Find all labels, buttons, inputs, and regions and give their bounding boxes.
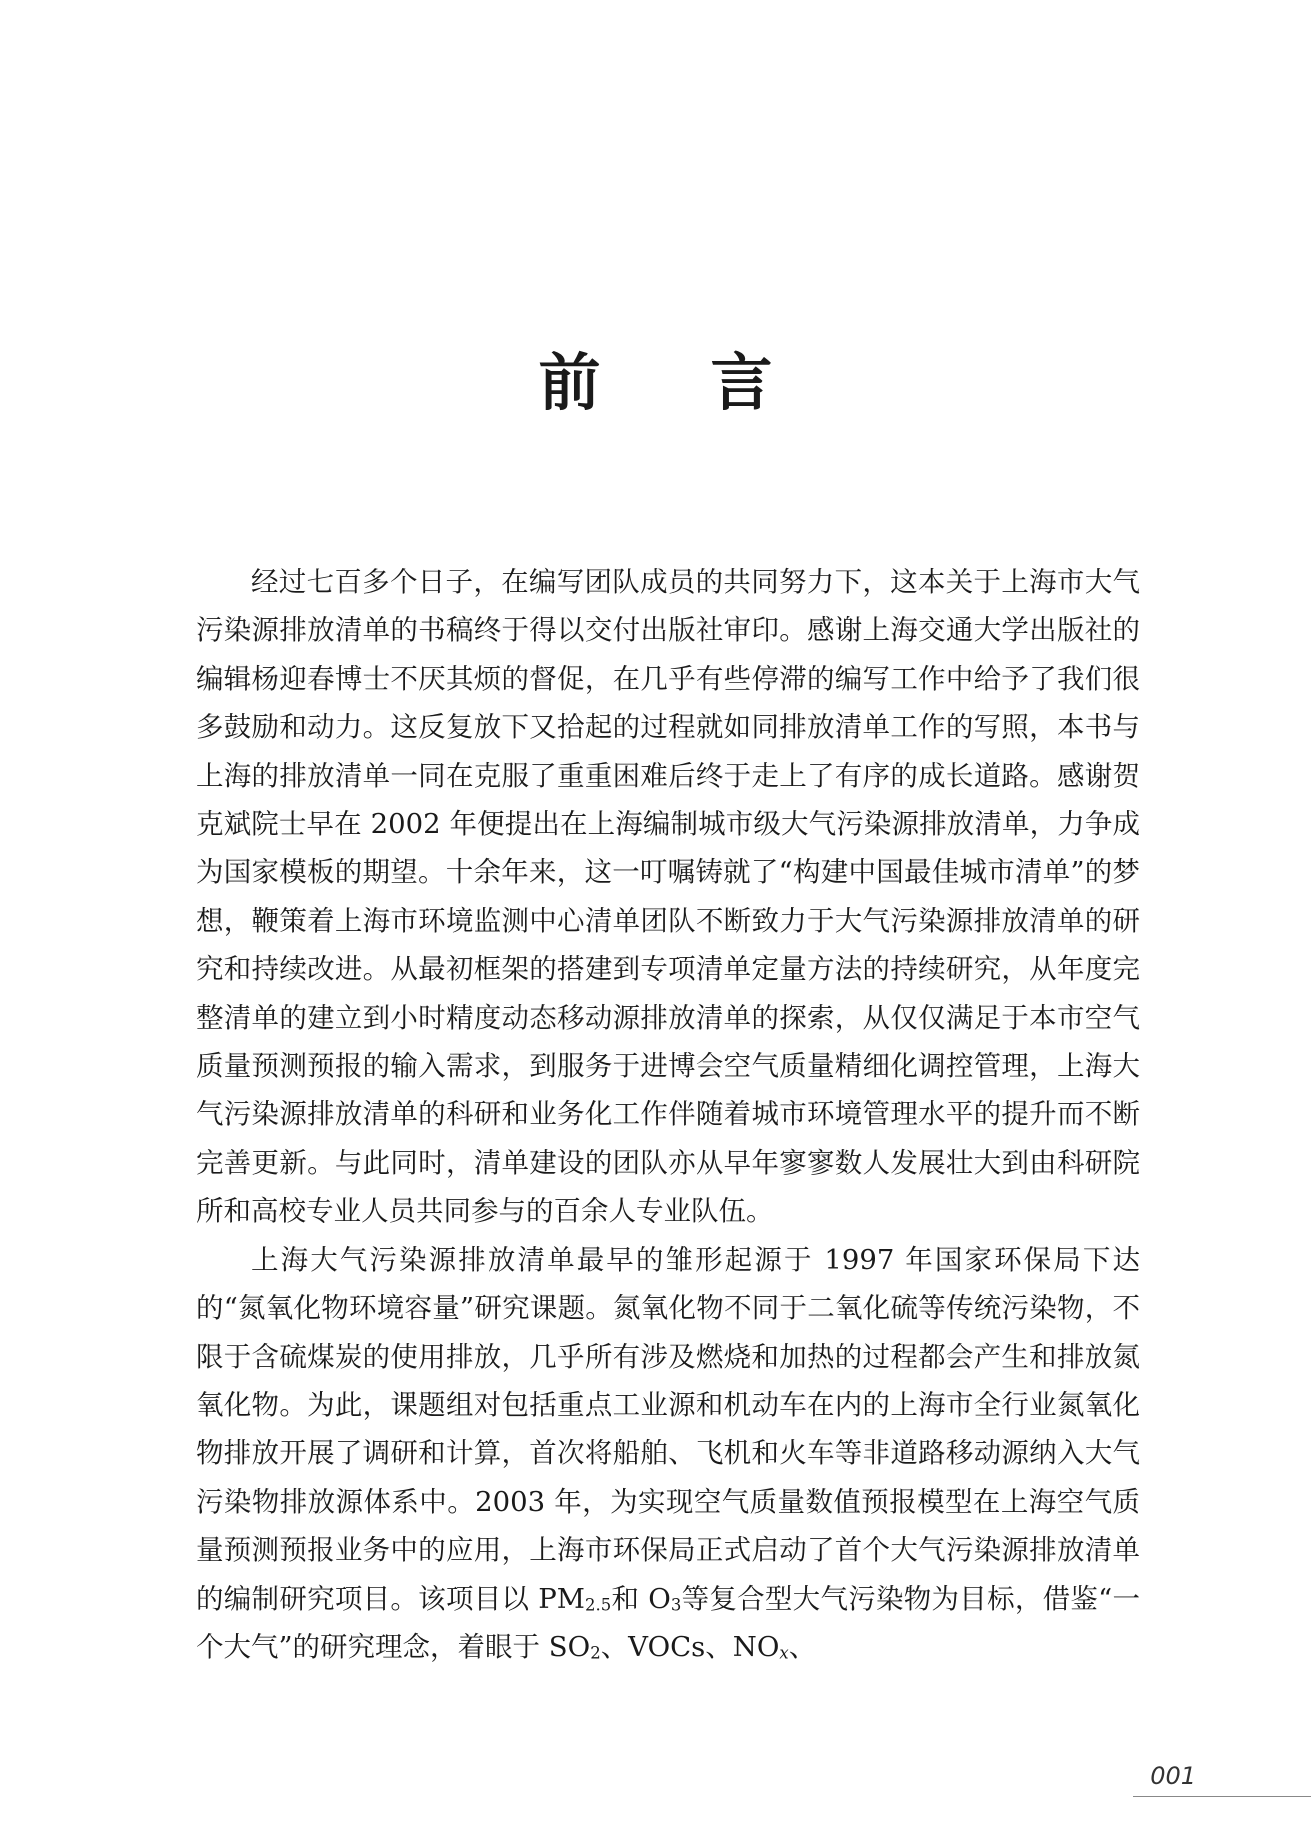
subscript-pm25: 2.5 [584,1595,612,1614]
page-title: 前言 [538,346,883,419]
page-number-rule [1133,1796,1311,1797]
paragraph-2-text-a: 上海大气污染源排放清单最早的雏形起源于 1997 年国家环保局下达的“氮氧化物环境容量”研究课题。氮氧化物不同于二氧化硫等传统污染物，不限于含硫煤炭的使用排放，几乎所有涉及燃烧和加热的过程都会产生和排放氮氧化物。为此，课题组对包括重点工业源和机动车在内的上海市全行业氮氧化物排放开展了调研和计算，首次将船舶、飞机和火车等非道路移动源纳入大气污染物排放源体系中。2003 年，为实现空气质量数值预报模型在上海空气质量预测预报业务中的应用，上海市环保局正式启动了首个大气污染源排放清单的编制研究项目。该项目以 PM [196,1243,1140,1615]
subscript-o3: 3 [670,1595,682,1614]
body-text [196,558,1140,1671]
paragraph-1: 经过七百多个日子，在编写团队成员的共同努力下，这本关于上海市大气污染源排放清单的书稿终于得以交付出版社审印。感谢上海交通大学出版社的编辑杨迎春博士不厌其烦的督促，在几乎有些停滞的编写工作中给予了我们很多鼓励和动力。这反复放下又拾起的过程就如同排放清单工作的写照，本书与上海的排放清单一同在克服了重重困难后终于走上了有序的成长道路。感谢贺克斌院士早在 2002 年便提出在上海编制城市级大气污染源排放清单，力争成为国家模板的期望。十余年来，这一叮嘱铸就了“构建中国最佳城市清单”的梦想，鞭策着上海市环境监测中心清单团队不断致力于大气污染源排放清单的研究和持续改进。从最初框架的搭建到专项清单定量方法的持续研究，从年度完整清单的建立到小时精度动态移动源排放清单的探索，从仅仅满足于本市空气质量预测预报的输入需求，到服务于进博会空气质量精细化调控管理，上海大气污染源排放清单的科研和业务化工作伴随着城市环境管理水平的提升而不断完善更新。与此同时，清单建设的团队亦从早年寥寥数人发展壮大到由科研院所和高校专业人员共同参与的百余人专业队伍。 [196,566,1140,1228]
paragraph-2-text-e: 、 [788,1630,817,1663]
page-number: 001 [1150,1762,1196,1790]
subscript-so2: 2 [590,1643,601,1663]
paragraph-2-text-d: 、VOCs、NO [600,1630,780,1663]
paragraph-2-text-b: 和 O [611,1582,671,1615]
paragraph-2 [196,1236,1140,1672]
paragraph-2-text-c: 等复合型大气污染物为目标，借鉴“一个大气”的研究理念，着眼于 SO [196,1582,1140,1663]
subscript-nox: x [779,1643,789,1663]
